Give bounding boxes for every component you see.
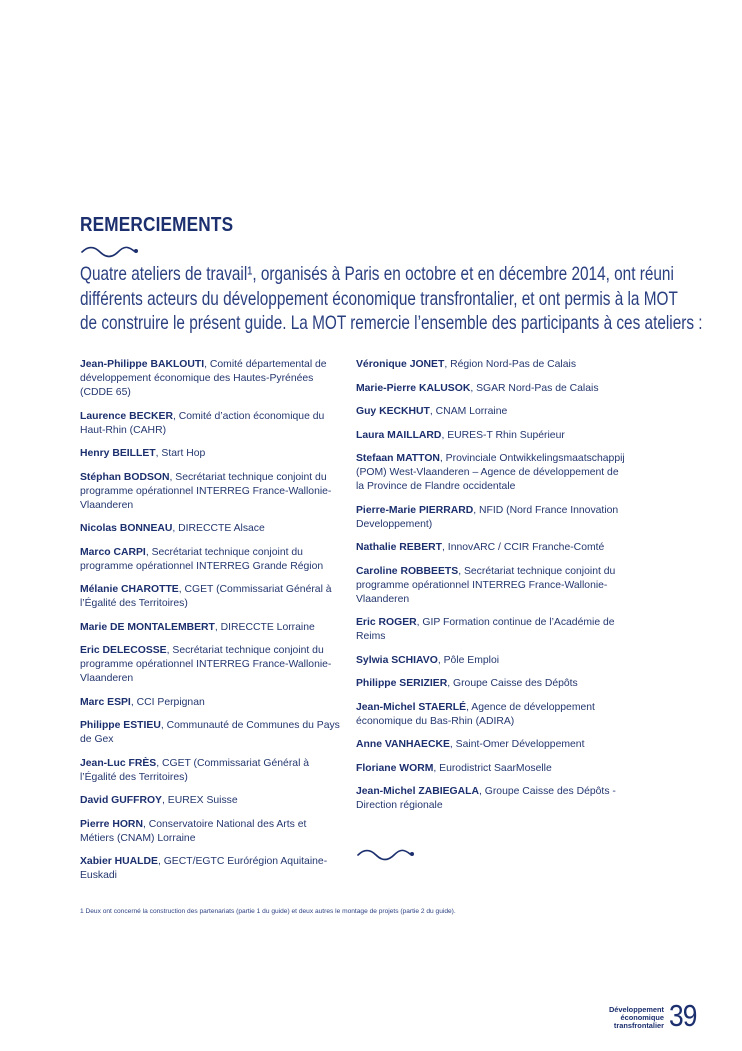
participants-column-right <box>356 358 626 823</box>
intro-line: de construire le présent guide. La MOT remercie l’ensemble des participants à ces ateliers : <box>80 313 703 334</box>
participant-entry <box>80 818 342 846</box>
footnote: 1 Deux ont concerné la construction des partenariats (partie 1 du guide) et deux autres le montage de projets (partie 2 du guide). <box>80 908 456 915</box>
footer-label-line: transfrontalier <box>613 1021 664 1030</box>
participant-organization: , Conservatoire National des Arts et Métiers (CNAM) Lorraine <box>80 818 307 844</box>
participant-organization: , CNAM Lorraine <box>429 406 508 417</box>
participant-entry <box>356 429 626 443</box>
participant-organization: , Agence de développement économique du Bas-Rhin (ADIRA) <box>356 701 595 727</box>
participant-organization: , CGET (Commissariat Général à l’Égalité des Territoires) <box>80 757 310 783</box>
participant-entry <box>80 546 342 574</box>
participant-name: Pierre HORN <box>80 818 143 830</box>
participant-organization: , Secrétariat technique conjoint du programme opérationnel INTERREG France-Wallonie-Vlaanderen <box>80 471 332 511</box>
participant-name: Laura MAILLARD <box>356 429 442 441</box>
participant-name: Mélanie CHAROTTE <box>80 584 179 595</box>
participant-name: Pierre-Marie PIERRARD <box>356 504 474 516</box>
participant-entry <box>80 794 342 808</box>
participant-entry <box>80 855 342 883</box>
participant-entry <box>356 738 626 752</box>
participant-name: Véronique JONET <box>356 359 445 370</box>
participant-name: Eric DELECOSSE <box>80 645 167 656</box>
participant-entry <box>80 719 342 747</box>
intro-line: Quatre ateliers de travail¹, organisés à Paris en octobre et en décembre 2014, ont réuni <box>80 264 674 285</box>
participant-organization: , DIRECCTE Alsace <box>172 523 265 534</box>
participant-entry <box>80 583 342 611</box>
intro-line: différents acteurs du développement économique transfrontalier, et ont permis à la MOT <box>80 288 678 310</box>
participant-organization: , GIP Formation continue de l’Académie de Reims <box>356 617 615 642</box>
participant-name: Nicolas BONNEAU <box>80 523 173 534</box>
participant-name: Jean-Philippe BAKLOUTI <box>80 359 205 370</box>
participant-name: Marie DE MONTALEMBERT <box>80 621 215 633</box>
participant-name: Marco CARPI <box>80 546 146 558</box>
participant-entry <box>80 522 342 536</box>
participant-entry <box>80 621 342 635</box>
participant-entry <box>356 541 626 555</box>
footer-label <box>609 1006 664 1030</box>
participant-entry <box>356 785 626 813</box>
participant-organization: , Secrétariat technique conjoint du programme opérationnel INTERREG Grande Région <box>80 546 324 572</box>
participant-entry <box>356 616 626 644</box>
participant-entry <box>356 762 626 776</box>
participant-entry <box>356 358 626 372</box>
participant-organization: , Provinciale Ontwikkelingsmaatschappij (POM) West-Vlaanderen – Agence de développement de la Province de Flandre occidentale <box>356 453 625 492</box>
participant-entry <box>356 701 626 729</box>
participant-entry <box>80 696 342 710</box>
intro-paragraph <box>80 263 703 337</box>
participant-name: Jean-Luc FRÈS <box>80 757 157 769</box>
participant-organization: , InnovARC / CCIR Franche-Comté <box>442 542 605 553</box>
participant-name: Caroline ROBBEETS <box>356 565 459 577</box>
participant-organization: , Groupe Caisse des Dépôts <box>447 678 578 689</box>
participant-name: Sylwia SCHIAVO <box>356 654 438 666</box>
participant-name: David GUFFROY <box>80 795 162 806</box>
participant-entry <box>356 677 626 691</box>
footer-label-line: économique <box>620 1013 664 1022</box>
participant-organization: , SGAR Nord-Pas de Calais <box>470 382 599 394</box>
participant-entry <box>356 504 626 532</box>
participant-name: Marie-Pierre KALUSOK <box>356 382 471 394</box>
participant-organization: , Région Nord-Pas de Calais <box>444 359 577 370</box>
participant-organization: , Secrétariat technique conjoint du programme opérationnel INTERREG France-Wallonie-Vlaanderen <box>356 565 616 605</box>
participant-organization: , GECT/EGTC Eurórégion Aquitaine-Euskadi <box>80 856 328 881</box>
page-number: 39 <box>669 998 697 1033</box>
participant-name: Philippe SERIZIER <box>356 678 448 689</box>
participant-organization: , Start Hop <box>155 448 206 459</box>
participant-name: Stéphan BODSON <box>80 471 170 483</box>
participant-entry <box>80 358 342 400</box>
participant-organization: , Groupe Caisse des Dépôts - Direction régionale <box>356 786 616 811</box>
participant-name: Anne VANHAECKE <box>356 739 450 750</box>
participant-entry <box>80 757 342 785</box>
participant-organization: , Pôle Emploi <box>437 654 500 666</box>
participant-name: Philippe ESTIEU <box>80 720 161 731</box>
participant-entry <box>80 410 342 438</box>
participant-name: Xabier HUALDE <box>80 856 158 867</box>
participant-entry <box>80 471 342 513</box>
participant-organization: , DIRECCTE Lorraine <box>214 621 315 633</box>
participant-name: Stefaan MATTON <box>356 453 440 464</box>
participant-name: Laurence BECKER <box>80 410 173 422</box>
participant-name: Floriane WORM <box>356 762 434 774</box>
participant-organization: , Secrétariat technique conjoint du programme opérationnel INTERREG France-Wallonie-Vlaanderen <box>80 645 332 684</box>
participant-organization: , EUREX Suisse <box>161 795 238 806</box>
participant-organization: , Saint-Omer Développement <box>449 739 585 750</box>
participant-organization: , Comité d’action économique du Haut-Rhin (CAHR) <box>80 410 325 436</box>
participant-entry <box>80 447 342 461</box>
page-title: REMERCIEMENTS <box>80 214 234 236</box>
participant-name: Nathalie REBERT <box>356 542 443 553</box>
participant-organization: , Communauté de Communes du Pays de Gex <box>80 720 340 745</box>
participant-organization: , CGET (Commissariat Général à l’Égalité des Territoires) <box>80 584 332 609</box>
wave-ornament-icon <box>356 848 416 862</box>
participant-name: Eric ROGER <box>356 617 417 628</box>
participant-name: Henry BEILLET <box>80 448 156 459</box>
wave-ornament-icon <box>80 245 140 259</box>
participant-entry <box>356 405 626 419</box>
participant-organization: , EURES-T Rhin Supérieur <box>441 429 565 441</box>
participant-entry <box>80 644 342 686</box>
participant-entry <box>356 565 626 607</box>
participant-name: Guy KECKHUT <box>356 406 430 417</box>
participant-entry <box>356 382 626 396</box>
participant-name: Marc ESPI <box>80 696 131 708</box>
participants-column-left <box>80 358 342 893</box>
participant-entry <box>356 452 626 494</box>
participant-organization: , CCI Perpignan <box>130 696 205 708</box>
participant-entry <box>356 654 626 668</box>
participant-organization: , NFID (Nord France Innovation Developpement) <box>356 504 619 530</box>
participant-organization: , Eurodistrict SaarMoselle <box>433 762 552 774</box>
footer-label-line: Développement <box>608 1005 664 1014</box>
participant-name: Jean-Michel ZABIEGALA <box>356 786 479 797</box>
participant-organization: , Comité départemental de développement économique des Hautes-Pyrénées (CDDE 65) <box>80 359 327 398</box>
participant-name: Jean-Michel STAERLÉ <box>356 701 467 713</box>
